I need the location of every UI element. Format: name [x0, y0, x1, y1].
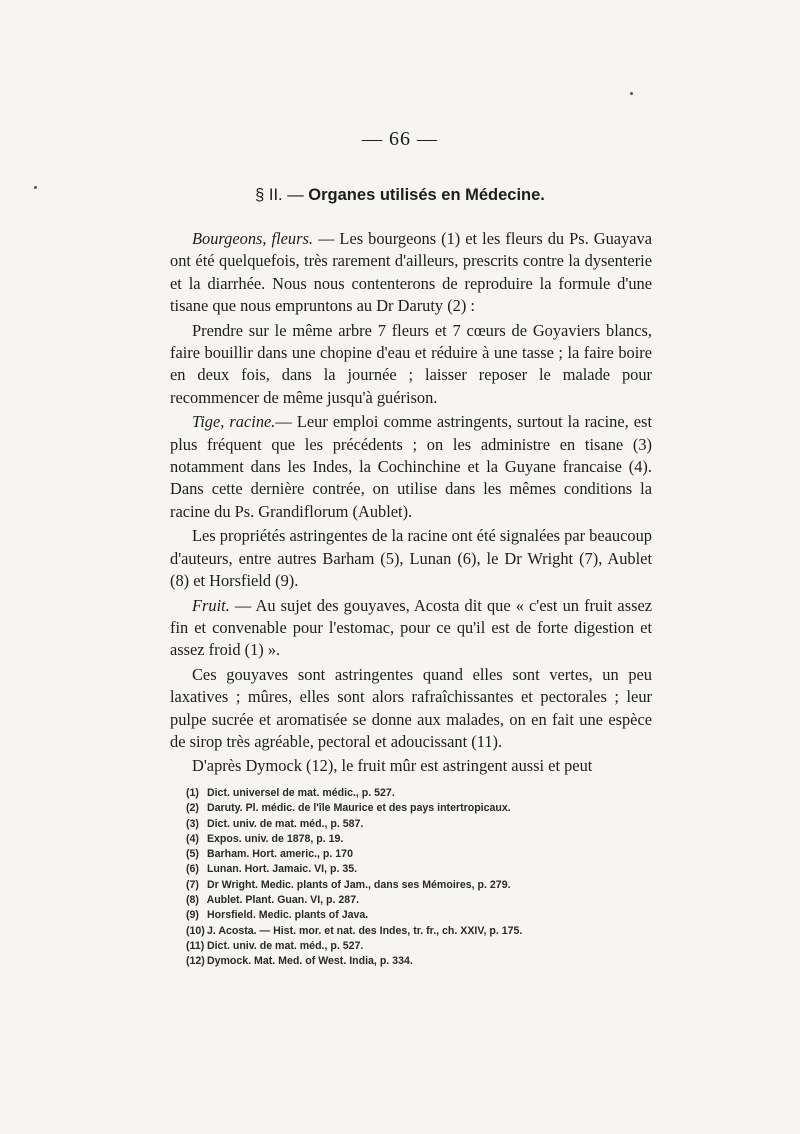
footnote	[186, 893, 656, 908]
paragraph	[170, 411, 652, 523]
paragraph-text: — Les bourgeons (1) et les fleurs du Ps. Guayava ont été quelquefois, très rarement d'ailleurs, prescrits contre la dysenterie et la diarrhée. Nous nous contenterons de reproduire la formule d'une tisane que nous empruntons au Dr Daruty (2) :	[170, 229, 653, 316]
footnote-text: Dr Wright. Medic. plants of Jam., dans ses Mémoires, p. 279.	[206, 878, 511, 891]
footnote-number: (2)	[186, 802, 199, 815]
section-heading	[0, 186, 800, 205]
paragraph-lead: Fruit.	[192, 595, 230, 615]
footnote	[186, 832, 656, 847]
footnote	[186, 817, 656, 832]
paragraph-text: Prendre sur le même arbre 7 fleurs et 7 cœurs de Goyaviers blancs, faire bouillir dans une chopine d'eau et réduire à une tasse ; la faire boire en deux fois, dans la journée ; laisser reposer le malade pour recommencer de même jusqu'à guérison.	[170, 320, 652, 407]
footnote-text: Barham. Hort. americ., p. 170	[206, 848, 353, 861]
footnote	[186, 878, 656, 893]
page-number: — 66 —	[362, 128, 438, 150]
footnote	[186, 924, 656, 939]
footnote-number: (11)	[186, 939, 205, 952]
paragraph-lead: Bourgeons, fleurs.	[192, 229, 313, 248]
paragraph	[170, 664, 652, 754]
footnote-number: (6)	[186, 863, 199, 876]
footnote-number: (12)	[186, 955, 205, 968]
paragraph	[170, 595, 652, 662]
footnote	[186, 939, 656, 954]
paragraph-text: — Leur emploi comme astringents, surtout la racine, est plus fréquent que les précédents ; on les administre en tisane (3) notamment dans les Indes, la Cochinchine et la Guyane francaise (4). Dans cette dernière contrée, on utilise dans les mêmes conditions la racine du Ps. Grandiflorum (Aublet).	[170, 412, 652, 521]
footnote	[186, 908, 656, 923]
footnote-number: (8)	[186, 894, 199, 907]
footnotes-list	[186, 786, 656, 970]
footnote-number: (10)	[186, 924, 205, 937]
footnote-text: Dymock. Mat. Med. of West. India, p. 334.	[206, 955, 413, 968]
paragraph-text: Ces gouyaves sont astringentes quand elles sont vertes, un peu laxatives ; mûres, elles sont alors rafraîchissantes et pectorales ; leur pulpe sucrée et aromatisée se donne aux malades, on en fait une espèce de sirop très agréable, pectoral et adoucissant (11).	[170, 664, 652, 751]
paragraph-text: D'après Dymock (12), le fruit mûr est astringent aussi et peut	[192, 756, 593, 776]
footnote-text: Dict. universel de mat. médic., p. 527.	[206, 787, 395, 799]
footnote-text: Dict. univ. de mat. méd., p. 527.	[206, 939, 364, 952]
footnote	[186, 786, 656, 801]
paragraph	[170, 228, 652, 318]
footnote	[186, 954, 656, 969]
footnote-number: (4)	[186, 832, 199, 845]
paragraph-lead: Tige, racine.	[192, 412, 276, 432]
scan-speck	[630, 92, 633, 95]
footnote	[186, 862, 656, 877]
footnote-number: (9)	[186, 909, 199, 922]
section-title: Organes utilisés en Médecine.	[308, 186, 545, 204]
footnote-number: (1)	[186, 787, 199, 799]
footnote-text: Daruty. Pl. médic. de l'île Maurice et des pays intertropicaux.	[206, 802, 511, 815]
body-text	[170, 228, 652, 778]
paragraph-text: Les propriétés astringentes de la racine ont été signalées par beaucoup d'auteurs, entre autres Barham (5), Lunan (6), le Dr Wright (7), Aublet (8) et Horsfield (9).	[170, 526, 652, 591]
footnote-number: (3)	[186, 817, 199, 830]
scan-speck	[34, 186, 37, 189]
footnote-text: Lunan. Hort. Jamaic. VI, p. 35.	[206, 863, 358, 876]
footnote-text: J. Acosta. — Hist. mor. et nat. des Indes, tr. fr., ch. XXIV, p. 175.	[206, 924, 523, 937]
section-number: § II. —	[255, 186, 304, 204]
footnote-text: Aublet. Plant. Guan. VI, p. 287.	[206, 894, 360, 907]
footnote	[186, 801, 656, 816]
footnote-text: Dict. univ. de mat. méd., p. 587.	[206, 817, 364, 830]
footnote-text: Horsfield. Medic. plants of Java.	[206, 909, 369, 922]
footnote-number: (5)	[186, 848, 199, 861]
footnote-number: (7)	[186, 878, 199, 891]
footnote	[186, 847, 656, 862]
paragraph	[170, 320, 652, 410]
footnote-text: Expos. univ. de 1878, p. 19.	[206, 832, 344, 845]
paragraph	[170, 755, 652, 777]
paragraph-text: — Au sujet des gouyaves, Acosta dit que « c'est un fruit assez fin et convenable pour l'estomac, pour ce qu'il est de forte digestion et assez froid (1) ».	[170, 595, 652, 660]
paragraph	[170, 525, 652, 592]
